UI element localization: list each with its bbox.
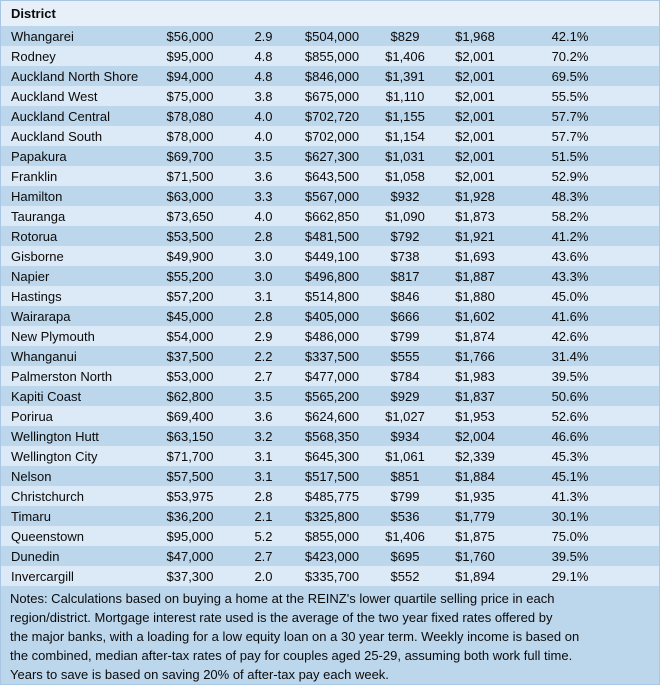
- value-cell: 2.7: [254, 368, 273, 384]
- table-row: [1, 466, 659, 486]
- value-cell: $477,000: [304, 368, 360, 384]
- value-cell: $57,500: [166, 468, 214, 484]
- value-cell: $932: [390, 188, 420, 204]
- table-row: [1, 486, 659, 506]
- value-cell: 42.1%: [551, 28, 589, 44]
- value-cell: 57.7%: [551, 128, 589, 144]
- value-cell: 2.0: [254, 568, 273, 584]
- note-line: the major banks, with a loading for a low equity loan on a 30 year term. Weekly income is based on: [10, 629, 580, 644]
- value-cell: 55.5%: [551, 88, 589, 104]
- value-cell: $486,000: [304, 328, 360, 344]
- value-cell: $552: [390, 568, 420, 584]
- note-line: the combined, median after-tax rates of pay for couples aged 25-29, assuming both work full time.: [10, 648, 573, 663]
- value-cell: 3.0: [254, 268, 273, 284]
- district-cell: Nelson: [11, 468, 52, 484]
- value-cell: 57.7%: [551, 108, 589, 124]
- value-cell: 46.6%: [551, 428, 589, 444]
- value-cell: 30.1%: [551, 508, 589, 524]
- value-cell: $45,000: [166, 308, 214, 324]
- value-cell: $514,800: [304, 288, 360, 304]
- table-row: [1, 406, 659, 426]
- value-cell: $2,001: [455, 68, 495, 84]
- value-cell: $1,031: [385, 148, 425, 164]
- table-header-row: [1, 1, 659, 26]
- value-cell: 3.6: [254, 168, 273, 184]
- value-cell: $37,300: [166, 568, 214, 584]
- value-cell: 5.2: [254, 528, 273, 544]
- value-cell: $624,600: [304, 408, 360, 424]
- table-row: [1, 266, 659, 286]
- value-cell: 2.2: [254, 348, 273, 364]
- value-cell: $63,000: [166, 188, 214, 204]
- value-cell: 3.0: [254, 248, 273, 264]
- table-row: [1, 526, 659, 546]
- value-cell: $94,000: [166, 68, 214, 84]
- value-cell: $335,700: [304, 568, 360, 584]
- district-cell: Auckland North Shore: [11, 68, 139, 84]
- district-cell: Whanganui: [11, 348, 77, 364]
- value-cell: $555: [390, 348, 420, 364]
- value-cell: 45.1%: [551, 468, 589, 484]
- value-cell: 2.9: [254, 328, 273, 344]
- value-cell: 3.2: [254, 428, 273, 444]
- value-cell: $53,500: [166, 228, 214, 244]
- value-cell: $846,000: [304, 68, 360, 84]
- value-cell: $934: [390, 428, 420, 444]
- table-row: [1, 66, 659, 86]
- table-row: [1, 26, 659, 46]
- value-cell: $851: [390, 468, 420, 484]
- value-cell: 3.8: [254, 88, 273, 104]
- value-cell: 3.6: [254, 408, 273, 424]
- value-cell: 42.6%: [551, 328, 589, 344]
- value-cell: $47,000: [166, 548, 214, 564]
- value-cell: $536: [390, 508, 420, 524]
- value-cell: $1,391: [385, 68, 425, 84]
- value-cell: 3.1: [254, 448, 273, 464]
- table-row: [1, 286, 659, 306]
- column-header-district: District: [11, 6, 56, 21]
- value-cell: $504,000: [304, 28, 360, 44]
- district-cell: Palmerston North: [11, 368, 113, 384]
- value-cell: 29.1%: [551, 568, 589, 584]
- value-cell: $829: [390, 28, 420, 44]
- notes-block: [1, 586, 659, 684]
- value-cell: $1,058: [385, 168, 425, 184]
- value-cell: 4.0: [254, 108, 273, 124]
- value-cell: $2,001: [455, 48, 495, 64]
- table-row: [1, 366, 659, 386]
- table-row: [1, 566, 659, 586]
- table-row: [1, 326, 659, 346]
- value-cell: 3.3: [254, 188, 273, 204]
- value-cell: 2.8: [254, 308, 273, 324]
- district-cell: Tauranga: [11, 208, 66, 224]
- value-cell: $517,500: [304, 468, 360, 484]
- value-cell: $1,155: [385, 108, 425, 124]
- district-cell: Auckland West: [11, 88, 98, 104]
- value-cell: $1,027: [385, 408, 425, 424]
- value-cell: $1,887: [455, 268, 495, 284]
- value-cell: $2,001: [455, 168, 495, 184]
- table-row: [1, 126, 659, 146]
- district-cell: Timaru: [11, 508, 51, 524]
- value-cell: $53,975: [166, 488, 214, 504]
- value-cell: 45.3%: [551, 448, 589, 464]
- value-cell: $1,760: [455, 548, 495, 564]
- district-cell: Wellington City: [11, 448, 98, 464]
- value-cell: 3.1: [254, 468, 273, 484]
- value-cell: $449,100: [304, 248, 360, 264]
- value-cell: 52.6%: [551, 408, 589, 424]
- value-cell: $1,874: [455, 328, 495, 344]
- table-row: [1, 346, 659, 366]
- district-cell: Rodney: [11, 48, 56, 64]
- value-cell: $675,000: [304, 88, 360, 104]
- table-row: [1, 206, 659, 226]
- district-cell: Gisborne: [11, 248, 64, 264]
- table-row: [1, 506, 659, 526]
- district-cell: Whangarei: [11, 28, 74, 44]
- value-cell: 4.0: [254, 128, 273, 144]
- value-cell: 51.5%: [551, 148, 589, 164]
- value-cell: $1,875: [455, 528, 495, 544]
- value-cell: $855,000: [304, 528, 360, 544]
- district-cell: Wairarapa: [11, 308, 71, 324]
- value-cell: 41.2%: [551, 228, 589, 244]
- value-cell: $1,928: [455, 188, 495, 204]
- district-cell: New Plymouth: [11, 328, 95, 344]
- value-cell: 2.7: [254, 548, 273, 564]
- value-cell: $49,900: [166, 248, 214, 264]
- value-cell: 2.8: [254, 228, 273, 244]
- value-cell: $1,894: [455, 568, 495, 584]
- value-cell: 50.6%: [551, 388, 589, 404]
- district-cell: Invercargill: [11, 568, 74, 584]
- value-cell: $792: [390, 228, 420, 244]
- value-cell: 41.6%: [551, 308, 589, 324]
- value-cell: $405,000: [304, 308, 360, 324]
- value-cell: $1,693: [455, 248, 495, 264]
- district-cell: Papakura: [11, 148, 67, 164]
- value-cell: $1,921: [455, 228, 495, 244]
- table-row: [1, 166, 659, 186]
- value-cell: 45.0%: [551, 288, 589, 304]
- district-cell: Queenstown: [11, 528, 84, 544]
- value-cell: $75,000: [166, 88, 214, 104]
- value-cell: $71,700: [166, 448, 214, 464]
- value-cell: 70.2%: [551, 48, 589, 64]
- value-cell: $56,000: [166, 28, 214, 44]
- value-cell: $627,300: [304, 148, 360, 164]
- value-cell: 2.1: [254, 508, 273, 524]
- value-cell: $54,000: [166, 328, 214, 344]
- district-cell: Auckland South: [11, 128, 103, 144]
- value-cell: $63,150: [166, 428, 214, 444]
- value-cell: $36,200: [166, 508, 214, 524]
- value-cell: $485,775: [304, 488, 360, 504]
- value-cell: $1,873: [455, 208, 495, 224]
- value-cell: $1,406: [385, 528, 425, 544]
- table-row: [1, 306, 659, 326]
- value-cell: 4.8: [254, 68, 273, 84]
- value-cell: 4.0: [254, 208, 273, 224]
- table-row: [1, 386, 659, 406]
- value-cell: 69.5%: [551, 68, 589, 84]
- value-cell: $645,300: [304, 448, 360, 464]
- district-cell: Dunedin: [11, 548, 60, 564]
- table-body: [1, 26, 659, 586]
- table-row: [1, 246, 659, 266]
- value-cell: $423,000: [304, 548, 360, 564]
- value-cell: 3.1: [254, 288, 273, 304]
- table-row: [1, 546, 659, 566]
- value-cell: $1,880: [455, 288, 495, 304]
- value-cell: 75.0%: [551, 528, 589, 544]
- table-row: [1, 86, 659, 106]
- district-cell: Porirua: [11, 408, 53, 424]
- value-cell: $643,500: [304, 168, 360, 184]
- value-cell: $2,001: [455, 148, 495, 164]
- value-cell: 3.5: [254, 148, 273, 164]
- value-cell: $1,061: [385, 448, 425, 464]
- value-cell: 58.2%: [551, 208, 589, 224]
- value-cell: $702,000: [304, 128, 360, 144]
- value-cell: $695: [390, 548, 420, 564]
- value-cell: $1,766: [455, 348, 495, 364]
- value-cell: 4.8: [254, 48, 273, 64]
- table-row: [1, 146, 659, 166]
- value-cell: $1,602: [455, 308, 495, 324]
- value-cell: $568,350: [304, 428, 360, 444]
- value-cell: $662,850: [304, 208, 360, 224]
- value-cell: $1,090: [385, 208, 425, 224]
- value-cell: $71,500: [166, 168, 214, 184]
- value-cell: $1,406: [385, 48, 425, 64]
- value-cell: $496,800: [304, 268, 360, 284]
- value-cell: $53,000: [166, 368, 214, 384]
- note-line: Years to save is based on saving 20% of after-tax pay each week.: [10, 667, 389, 682]
- value-cell: $1,983: [455, 368, 495, 384]
- district-cell: Kapiti Coast: [11, 388, 82, 404]
- value-cell: $2,001: [455, 108, 495, 124]
- table-row: [1, 226, 659, 246]
- table-row: [1, 186, 659, 206]
- district-cell: Napier: [11, 268, 50, 284]
- district-cell: Rotorua: [11, 228, 58, 244]
- table-row: [1, 426, 659, 446]
- value-cell: 52.9%: [551, 168, 589, 184]
- value-cell: $62,800: [166, 388, 214, 404]
- value-cell: $95,000: [166, 528, 214, 544]
- value-cell: $325,800: [304, 508, 360, 524]
- value-cell: $799: [390, 488, 420, 504]
- value-cell: $481,500: [304, 228, 360, 244]
- district-cell: Hastings: [11, 288, 62, 304]
- value-cell: $1,953: [455, 408, 495, 424]
- value-cell: 43.3%: [551, 268, 589, 284]
- value-cell: $2,001: [455, 128, 495, 144]
- value-cell: $846: [390, 288, 420, 304]
- value-cell: $702,720: [304, 108, 360, 124]
- district-cell: Christchurch: [11, 488, 84, 504]
- value-cell: $799: [390, 328, 420, 344]
- value-cell: 48.3%: [551, 188, 589, 204]
- value-cell: $69,700: [166, 148, 214, 164]
- value-cell: 39.5%: [551, 368, 589, 384]
- value-cell: $37,500: [166, 348, 214, 364]
- value-cell: $1,935: [455, 488, 495, 504]
- value-cell: $1,779: [455, 508, 495, 524]
- value-cell: $929: [390, 388, 420, 404]
- value-cell: $1,154: [385, 128, 425, 144]
- value-cell: $1,110: [385, 88, 425, 104]
- value-cell: $784: [390, 368, 420, 384]
- value-cell: 2.9: [254, 28, 273, 44]
- value-cell: $57,200: [166, 288, 214, 304]
- value-cell: $1,837: [455, 388, 495, 404]
- value-cell: 2.8: [254, 488, 273, 504]
- value-cell: $1,884: [455, 468, 495, 484]
- value-cell: $855,000: [304, 48, 360, 64]
- value-cell: $95,000: [166, 48, 214, 64]
- table-row: [1, 106, 659, 126]
- note-line: region/district. Mortgage interest rate used is the average of the two year fixed rates offered by: [10, 610, 553, 625]
- value-cell: $78,080: [166, 108, 214, 124]
- note-line: Notes: Calculations based on buying a home at the REINZ's lower quartile selling price in each: [10, 591, 555, 606]
- value-cell: $1,968: [455, 28, 495, 44]
- value-cell: $69,400: [166, 408, 214, 424]
- district-cell: Franklin: [11, 168, 58, 184]
- value-cell: $337,500: [304, 348, 360, 364]
- district-cell: Wellington Hutt: [11, 428, 99, 444]
- value-cell: 41.3%: [551, 488, 589, 504]
- value-cell: $2,339: [455, 448, 495, 464]
- value-cell: $567,000: [304, 188, 360, 204]
- value-cell: $666: [390, 308, 420, 324]
- value-cell: 39.5%: [551, 548, 589, 564]
- value-cell: 31.4%: [551, 348, 589, 364]
- value-cell: $738: [390, 248, 420, 264]
- value-cell: $2,001: [455, 88, 495, 104]
- value-cell: 43.6%: [551, 248, 589, 264]
- district-cell: Auckland Central: [11, 108, 110, 124]
- value-cell: $565,200: [304, 388, 360, 404]
- value-cell: $73,650: [166, 208, 214, 224]
- table-row: [1, 46, 659, 66]
- value-cell: $78,000: [166, 128, 214, 144]
- table-row: [1, 446, 659, 466]
- value-cell: $55,200: [166, 268, 214, 284]
- value-cell: 3.5: [254, 388, 273, 404]
- district-cell: Hamilton: [11, 188, 63, 204]
- value-cell: $817: [390, 268, 420, 284]
- value-cell: $2,004: [455, 428, 495, 444]
